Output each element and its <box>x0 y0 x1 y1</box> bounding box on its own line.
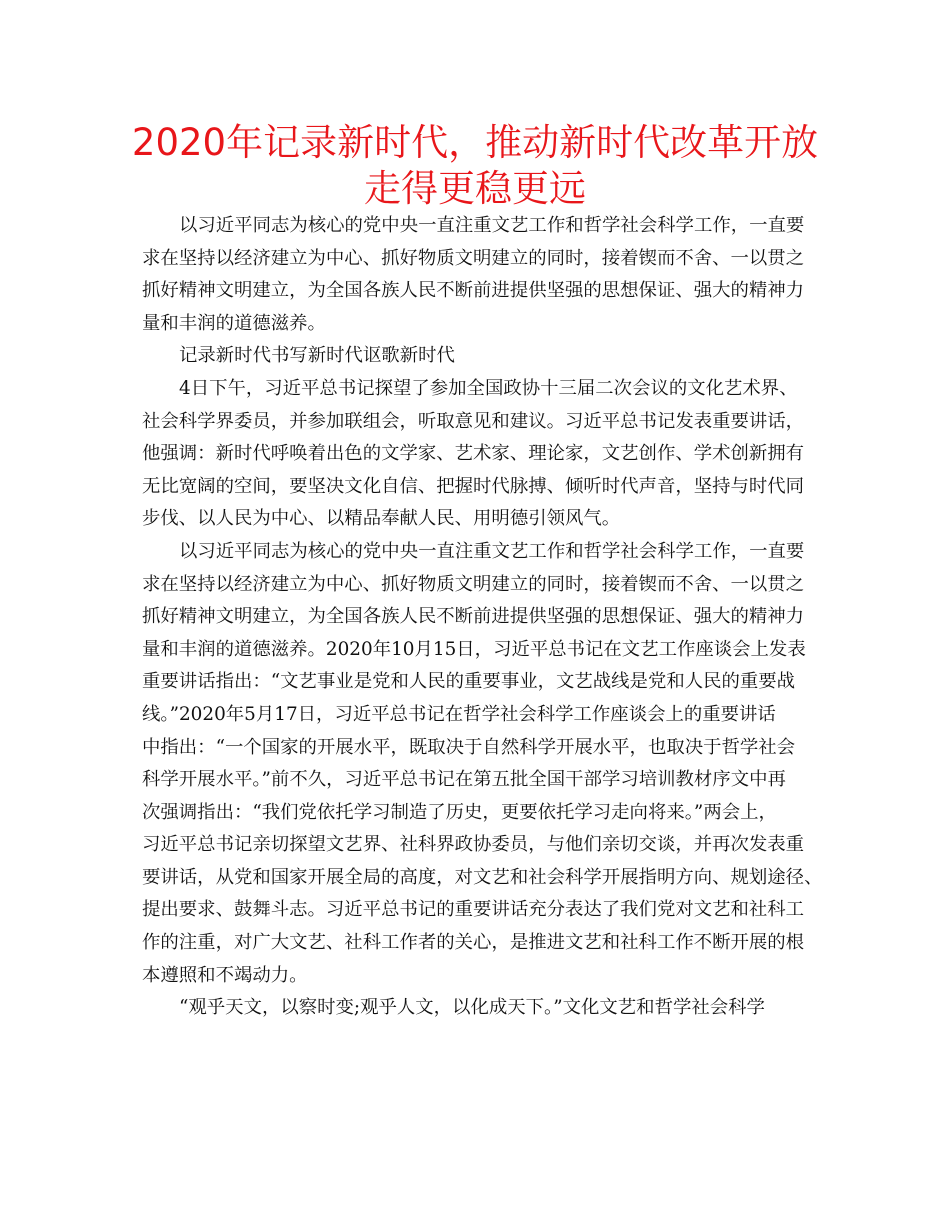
paragraph-line: 步伐、以人民为中心、以精品奉献人民、用明德引领风气。 <box>142 508 621 530</box>
paragraph-line: 科学开展水平。”前不久，习近平总书记在第五批全国干部学习培训教材序文中再 <box>142 769 786 791</box>
paragraph <box>142 373 816 536</box>
paragraph-line: 次强调指出：“我们党依托学习制造了历史，更要依托学习走向将来。”两会上， <box>142 801 777 823</box>
paragraph-line: 线。”2020年5月17日，习近平总书记在哲学社会科学工作座谈会上的重要讲话 <box>142 703 776 725</box>
document-title <box>110 120 840 212</box>
paragraph-line: 以习近平同志为核心的党中央一直注重文艺工作和哲学社会科学工作，一直要 <box>179 215 805 236</box>
paragraph-line: 求在坚持以经济建立为中心、抓好物质文明建立的同时，接着锲而不舍、一以贯之 <box>142 247 805 269</box>
paragraph-line: 他强调：新时代呼唤着出色的文学家、艺术家、理论家，文艺创作、学术创新拥有 <box>142 443 805 465</box>
paragraph-line: 量和丰润的道德滋养。 <box>142 312 326 334</box>
paragraph-line: 4日下午，习近平总书记探望了参加全国政协十三届二次会议的文化艺术界、 <box>179 377 798 399</box>
paragraph-line: 作的注重，对广大文艺、社科工作者的关心，是推进文艺和社科工作不断开展的根 <box>142 932 805 954</box>
section-heading <box>142 340 816 373</box>
paragraph-line: 中指出：“一个国家的开展水平，既取决于自然科学开展水平，也取决于哲学社会 <box>142 736 796 758</box>
title-line: 走得更稳更远 <box>364 167 586 210</box>
paragraph-line: 重要讲话指出：“文艺事业是党和人民的重要事业，文艺战线是党和人民的重要战 <box>142 671 796 693</box>
title-line: 2020年记录新时代，推动新时代改革开放 <box>131 121 819 164</box>
paragraph-line: 本遵照和不竭动力。 <box>142 964 308 986</box>
paragraph <box>142 992 816 1025</box>
paragraph-line: 提出要求、鼓舞斗志。习近平总书记的重要讲话充分表达了我们党对文艺和社科工 <box>142 899 805 921</box>
document-body <box>142 210 823 1025</box>
paragraph-line: 求在坚持以经济建立为中心、抓好物质文明建立的同时，接着锲而不舍、一以贯之 <box>142 573 805 595</box>
paragraph <box>142 210 816 340</box>
paragraph-line: 抓好精神文明建立，为全国各族人民不断前进提供坚强的思想保证、强大的精神力 <box>142 606 805 628</box>
paragraph-line: 要讲话，从党和国家开展全局的高度，对文艺和社会科学开展指明方向、规划途径、 <box>142 866 823 888</box>
paragraph-line: 量和丰润的道德滋养。2020年10月15日，习近平总书记在文艺工作座谈会上发表 <box>142 638 806 660</box>
paragraph-line: 记录新时代书写新时代讴歌新时代 <box>179 345 455 367</box>
paragraph-line: 习近平总书记亲切探望文艺界、社科界政协委员，与他们亲切交谈，并再次发表重 <box>142 834 805 856</box>
paragraph-line: 以习近平同志为核心的党中央一直注重文艺工作和哲学社会科学工作，一直要 <box>179 540 805 562</box>
paragraph-line: 无比宽阔的空间，要坚决文化自信、把握时代脉搏、倾听时代声音，坚持与时代同 <box>142 475 805 497</box>
paragraph-line: 抓好精神文明建立，为全国各族人民不断前进提供坚强的思想保证、强大的精神力 <box>142 280 805 302</box>
paragraph <box>142 536 823 992</box>
paragraph-line: 社会科学界委员，并参加联组会，听取意见和建议。习近平总书记发表重要讲话， <box>142 410 805 432</box>
paragraph-line: “观乎天文，以察时变;观乎人文，以化成天下。”文化文艺和哲学社会科学 <box>179 997 765 1019</box>
